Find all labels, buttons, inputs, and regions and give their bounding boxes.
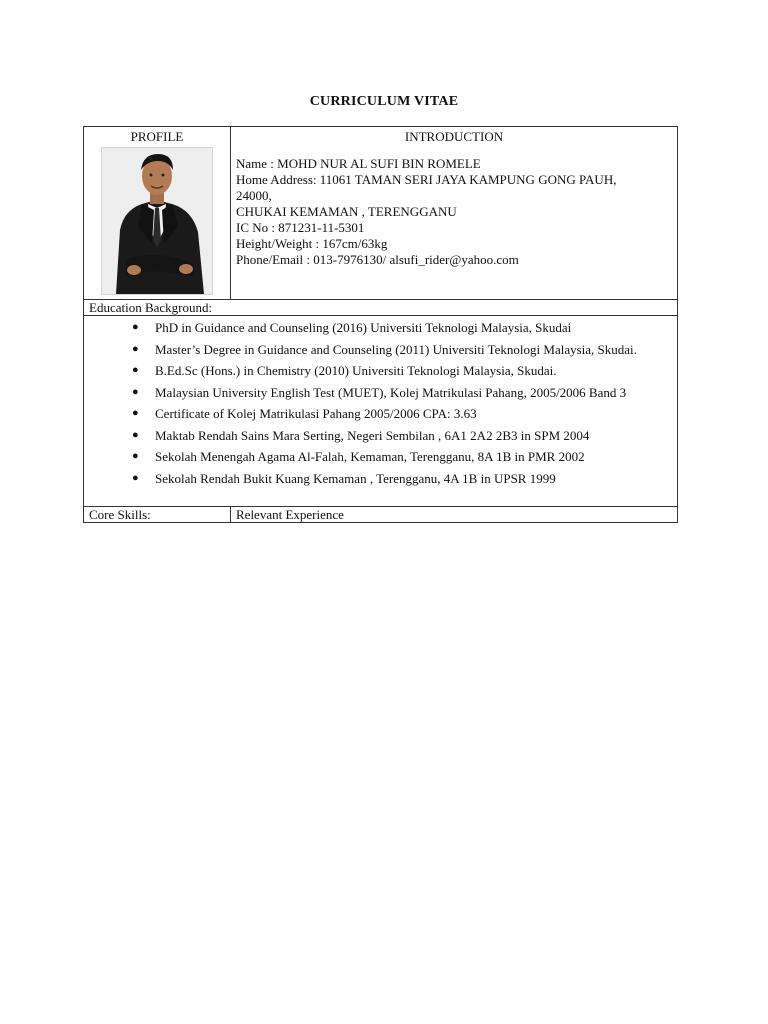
education-cell [84, 316, 678, 507]
profile-cell [84, 127, 231, 300]
list-item [132, 446, 672, 468]
bullet-icon: ● [132, 385, 139, 398]
education-item-text: Sekolah Rendah Bukit Kuang Kemaman , Terengganu, 4A 1B in UPSR 1999 [155, 470, 556, 486]
ic-number-line: IC No : 871231-11-5301 [236, 220, 365, 235]
education-item-text: Certificate of Kolej Matrikulasi Pahang 2005/2006 CPA: 3.63 [155, 406, 477, 421]
core-skills-label: Core Skills: [84, 507, 231, 523]
education-item-text: Malaysian University English Test (MUET), Kolej Matrikulasi Pahang, 2005/2006 Band 3 [155, 384, 627, 400]
introduction-cell [231, 127, 678, 300]
list-item [132, 425, 672, 447]
person-portrait-icon [102, 148, 212, 294]
list-item [132, 382, 672, 404]
page-title: CURRICULUM VITAE [309, 94, 459, 109]
profile-intro-row [84, 127, 678, 300]
height-weight-line: Height/Weight : 167cm/63kg [236, 236, 388, 251]
education-list [89, 317, 672, 489]
introduction-details [236, 156, 672, 282]
profile-header: PROFILE [130, 129, 184, 144]
education-item-text: B.Ed.Sc (Hons.) in Chemistry (2010) Universiti Teknologi Malaysia, Skudai. [155, 363, 557, 378]
list-item [132, 360, 672, 382]
cv-table [83, 126, 678, 523]
education-item-text: Master’s Degree in Guidance and Counseling (2011) Universiti Teknologi Malaysia, Skudai. [155, 341, 637, 357]
profile-photo [101, 147, 213, 295]
education-item-text: PhD in Guidance and Counseling (2016) Universiti Teknologi Malaysia, Skudai [155, 320, 572, 335]
education-header: Education Background: [84, 300, 678, 316]
bullet-icon: ● [132, 342, 139, 355]
name-line: Name : MOHD NUR AL SUFI BIN ROMELE [236, 156, 481, 171]
bullet-icon: ● [132, 428, 139, 441]
relevant-experience-label: Relevant Experience [231, 507, 678, 523]
list-item [132, 339, 672, 361]
bullet-icon: ● [132, 407, 139, 419]
introduction-header: INTRODUCTION [404, 129, 504, 144]
list-item [132, 317, 672, 339]
phone-email-line: Phone/Email : 013-7976130/ alsufi_rider@yahoo.com [236, 252, 519, 267]
bullet-icon: ● [132, 364, 139, 376]
list-item [132, 468, 672, 490]
education-header-row [84, 300, 678, 316]
education-list-row [84, 316, 678, 507]
address-line-1: Home Address: 11061 TAMAN SERI JAYA KAMPUNG GONG PAUH, [236, 172, 617, 187]
bullet-icon: ● [132, 321, 139, 333]
skills-experience-row [84, 507, 678, 523]
bullet-icon: ● [132, 471, 139, 484]
education-item-text: Sekolah Menengah Agama Al-Falah, Kemaman, Terengganu, 8A 1B in PMR 2002 [155, 449, 585, 464]
list-item [132, 403, 672, 425]
bullet-icon: ● [132, 450, 139, 462]
address-line-3: CHUKAI KEMAMAN , TERENGGANU [236, 204, 457, 219]
address-line-2: 24000, [236, 188, 272, 203]
education-item-text: Maktab Rendah Sains Mara Serting, Negeri Sembilan , 6A1 2A2 2B3 in SPM 2004 [155, 427, 590, 443]
